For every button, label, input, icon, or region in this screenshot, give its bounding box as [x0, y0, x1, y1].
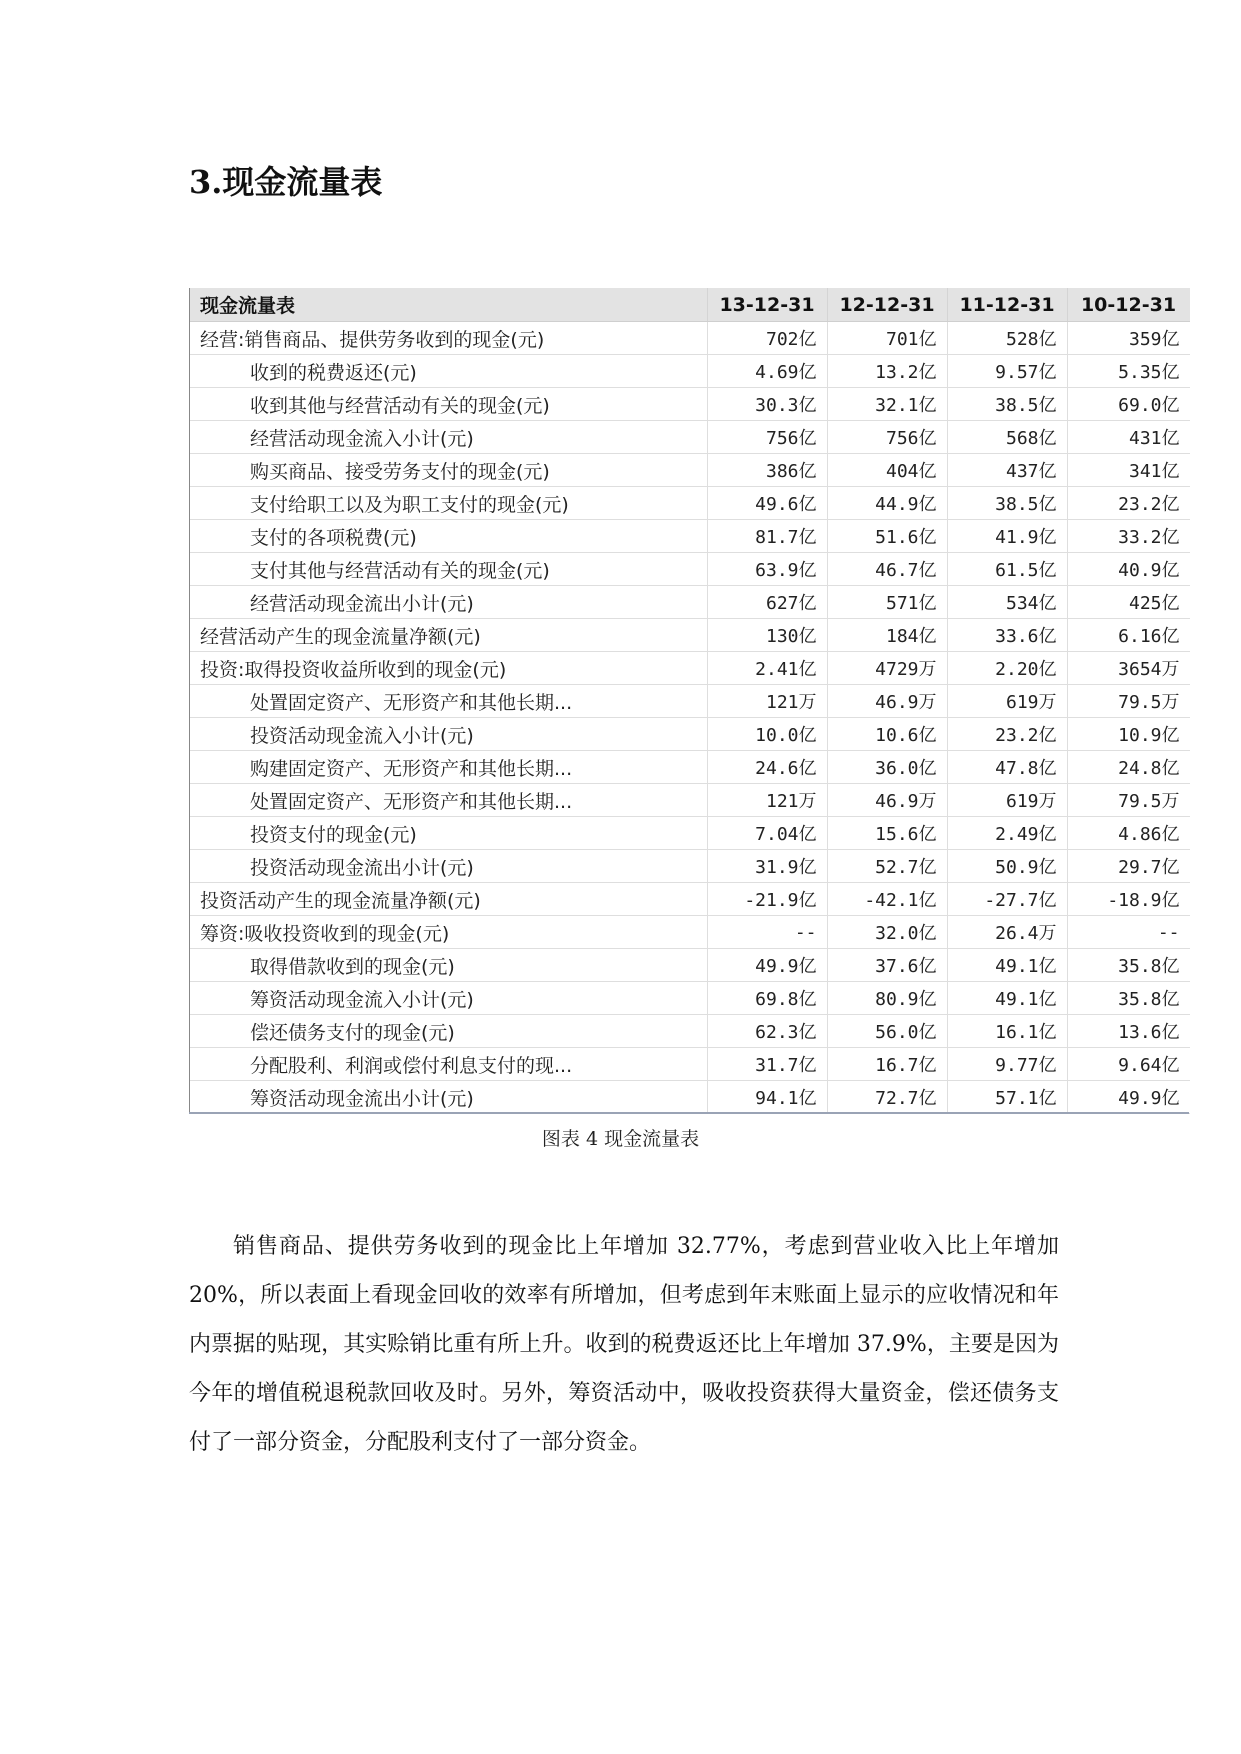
row-value: -27.7亿	[947, 883, 1067, 916]
analysis-paragraph: 销售商品、提供劳务收到的现金比上年增加 32.77%，考虑到营业收入比上年增加 20%，所以表面上看现金回收的效率有所增加，但考虑到年末账面上显示的应收情况和年内票据的贴现，其实赊销比重有所上升。收到的税费返还比上年增加 37.9%，主要是因为今年的增值税退税款回收及时。另外，筹资活动中，吸收投资获得大量资金，偿还债务支付了一部分资金，分配股利支付了一部分资金。	[189, 1234, 1059, 1455]
row-value: 51.6亿	[827, 520, 947, 553]
table-body	[190, 322, 1190, 1114]
table-row	[190, 487, 1190, 520]
row-value: 4.86亿	[1067, 817, 1190, 850]
row-value: 38.5亿	[947, 388, 1067, 421]
table-row	[190, 520, 1190, 553]
table-row	[190, 1081, 1190, 1114]
row-value: 32.0亿	[827, 916, 947, 949]
row-label: 支付的各项税费(元)	[190, 520, 707, 553]
table-row	[190, 421, 1190, 454]
table-row	[190, 619, 1190, 652]
table-header-year: 10-12-31	[1067, 288, 1190, 322]
row-value: 2.20亿	[947, 652, 1067, 685]
row-value: 26.4万	[947, 916, 1067, 949]
row-value: 425亿	[1067, 586, 1190, 619]
row-value: 37.6亿	[827, 949, 947, 982]
row-value: 72.7亿	[827, 1081, 947, 1114]
row-label: 取得借款收到的现金(元)	[190, 949, 707, 982]
row-value: 31.9亿	[707, 850, 827, 883]
row-label: 投资:取得投资收益所收到的现金(元)	[190, 652, 707, 685]
row-value: 24.6亿	[707, 751, 827, 784]
table-header-year: 12-12-31	[827, 288, 947, 322]
table-row	[190, 850, 1190, 883]
row-value: 52.7亿	[827, 850, 947, 883]
row-label: 筹资活动现金流出小计(元)	[190, 1081, 707, 1114]
row-value: 404亿	[827, 454, 947, 487]
table-row	[190, 1048, 1190, 1081]
row-value: 534亿	[947, 586, 1067, 619]
table-row	[190, 817, 1190, 850]
row-value: 6.16亿	[1067, 619, 1190, 652]
row-value: 40.9亿	[1067, 553, 1190, 586]
row-value: 57.1亿	[947, 1081, 1067, 1114]
row-value: 702亿	[707, 322, 827, 355]
row-label: 收到的税费返还(元)	[190, 355, 707, 388]
row-label: 购买商品、接受劳务支付的现金(元)	[190, 454, 707, 487]
row-label: 收到其他与经营活动有关的现金(元)	[190, 388, 707, 421]
row-value: 30.3亿	[707, 388, 827, 421]
table-header-label: 现金流量表	[190, 288, 707, 322]
row-value: 571亿	[827, 586, 947, 619]
row-value: 23.2亿	[947, 718, 1067, 751]
row-value: 79.5万	[1067, 685, 1190, 718]
row-value: 568亿	[947, 421, 1067, 454]
row-value: 619万	[947, 685, 1067, 718]
row-value: 13.2亿	[827, 355, 947, 388]
row-value: 627亿	[707, 586, 827, 619]
row-value: 130亿	[707, 619, 827, 652]
row-label: 投资活动产生的现金流量净额(元)	[190, 883, 707, 916]
row-value: 23.2亿	[1067, 487, 1190, 520]
cash-flow-table-container	[189, 288, 1190, 1114]
table-row	[190, 322, 1190, 355]
row-value: 56.0亿	[827, 1015, 947, 1048]
table-header-year: 11-12-31	[947, 288, 1067, 322]
row-value: 359亿	[1067, 322, 1190, 355]
row-value: 2.41亿	[707, 652, 827, 685]
table-row	[190, 982, 1190, 1015]
row-value: 80.9亿	[827, 982, 947, 1015]
row-value: 13.6亿	[1067, 1015, 1190, 1048]
row-value: 4.69亿	[707, 355, 827, 388]
row-value: 49.9亿	[1067, 1081, 1190, 1114]
row-value: 61.5亿	[947, 553, 1067, 586]
row-value: 69.0亿	[1067, 388, 1190, 421]
row-value: 46.9万	[827, 784, 947, 817]
row-label: 购建固定资产、无形资产和其他长期...	[190, 751, 707, 784]
row-value: 33.6亿	[947, 619, 1067, 652]
row-value: 437亿	[947, 454, 1067, 487]
row-value: 46.9万	[827, 685, 947, 718]
row-value: 528亿	[947, 322, 1067, 355]
row-value: 44.9亿	[827, 487, 947, 520]
row-value: 10.9亿	[1067, 718, 1190, 751]
row-value: 756亿	[827, 421, 947, 454]
row-value: 4729万	[827, 652, 947, 685]
figure-caption: 图表 4 现金流量表	[541, 1128, 700, 1150]
table-row	[190, 388, 1190, 421]
row-value: -21.9亿	[707, 883, 827, 916]
row-value: 49.6亿	[707, 487, 827, 520]
row-value: 9.77亿	[947, 1048, 1067, 1081]
table-row	[190, 718, 1190, 751]
row-value: 341亿	[1067, 454, 1190, 487]
row-label: 投资活动现金流出小计(元)	[190, 850, 707, 883]
table-header-year: 13-12-31	[707, 288, 827, 322]
table-row	[190, 652, 1190, 685]
row-label: 经营活动现金流入小计(元)	[190, 421, 707, 454]
section-title: 3.现金流量表	[189, 163, 383, 201]
row-value: 62.3亿	[707, 1015, 827, 1048]
row-value: 5.35亿	[1067, 355, 1190, 388]
row-value: 756亿	[707, 421, 827, 454]
row-label: 处置固定资产、无形资产和其他长期...	[190, 784, 707, 817]
table-row	[190, 355, 1190, 388]
row-value: 619万	[947, 784, 1067, 817]
row-value: --	[1067, 916, 1190, 949]
row-label: 筹资:吸收投资收到的现金(元)	[190, 916, 707, 949]
row-label: 支付其他与经营活动有关的现金(元)	[190, 553, 707, 586]
row-value: 79.5万	[1067, 784, 1190, 817]
row-value: 49.1亿	[947, 949, 1067, 982]
row-label: 偿还债务支付的现金(元)	[190, 1015, 707, 1048]
row-value: 35.8亿	[1067, 982, 1190, 1015]
row-value: 38.5亿	[947, 487, 1067, 520]
row-label: 经营活动产生的现金流量净额(元)	[190, 619, 707, 652]
row-value: 9.57亿	[947, 355, 1067, 388]
row-value: 36.0亿	[827, 751, 947, 784]
row-value: 33.2亿	[1067, 520, 1190, 553]
row-value: 2.49亿	[947, 817, 1067, 850]
row-value: 121万	[707, 784, 827, 817]
table-row	[190, 553, 1190, 586]
row-label: 经营:销售商品、提供劳务收到的现金(元)	[190, 322, 707, 355]
row-value: 29.7亿	[1067, 850, 1190, 883]
row-value: 7.04亿	[707, 817, 827, 850]
row-label: 投资活动现金流入小计(元)	[190, 718, 707, 751]
table-row	[190, 784, 1190, 817]
row-label: 分配股利、利润或偿付利息支付的现...	[190, 1048, 707, 1081]
table-row	[190, 949, 1190, 982]
row-value: 431亿	[1067, 421, 1190, 454]
row-value: 81.7亿	[707, 520, 827, 553]
table-row	[190, 916, 1190, 949]
row-value: 41.9亿	[947, 520, 1067, 553]
row-value: 47.8亿	[947, 751, 1067, 784]
table-row	[190, 685, 1190, 718]
row-value: 49.1亿	[947, 982, 1067, 1015]
row-value: 10.0亿	[707, 718, 827, 751]
row-value: -42.1亿	[827, 883, 947, 916]
row-value: 32.1亿	[827, 388, 947, 421]
row-value: 49.9亿	[707, 949, 827, 982]
row-value: 16.1亿	[947, 1015, 1067, 1048]
row-value: 69.8亿	[707, 982, 827, 1015]
row-value: 3654万	[1067, 652, 1190, 685]
row-value: 701亿	[827, 322, 947, 355]
table-row	[190, 586, 1190, 619]
row-label: 处置固定资产、无形资产和其他长期...	[190, 685, 707, 718]
row-value: 15.6亿	[827, 817, 947, 850]
row-value: 10.6亿	[827, 718, 947, 751]
table-row	[190, 751, 1190, 784]
row-label: 支付给职工以及为职工支付的现金(元)	[190, 487, 707, 520]
table-header-row	[190, 288, 1190, 322]
row-value: -18.9亿	[1067, 883, 1190, 916]
row-label: 筹资活动现金流入小计(元)	[190, 982, 707, 1015]
row-value: 31.7亿	[707, 1048, 827, 1081]
row-value: 386亿	[707, 454, 827, 487]
table-row	[190, 454, 1190, 487]
row-value: 46.7亿	[827, 553, 947, 586]
row-value: --	[707, 916, 827, 949]
row-value: 121万	[707, 685, 827, 718]
row-value: 63.9亿	[707, 553, 827, 586]
row-label: 投资支付的现金(元)	[190, 817, 707, 850]
table-bottom-rule	[189, 1112, 1189, 1114]
row-label: 经营活动现金流出小计(元)	[190, 586, 707, 619]
row-value: 184亿	[827, 619, 947, 652]
row-value: 16.7亿	[827, 1048, 947, 1081]
table-row	[190, 883, 1190, 916]
table-row	[190, 1015, 1190, 1048]
row-value: 9.64亿	[1067, 1048, 1190, 1081]
row-value: 35.8亿	[1067, 949, 1190, 982]
row-value: 94.1亿	[707, 1081, 827, 1114]
row-value: 50.9亿	[947, 850, 1067, 883]
cash-flow-table	[190, 288, 1190, 1114]
row-value: 24.8亿	[1067, 751, 1190, 784]
